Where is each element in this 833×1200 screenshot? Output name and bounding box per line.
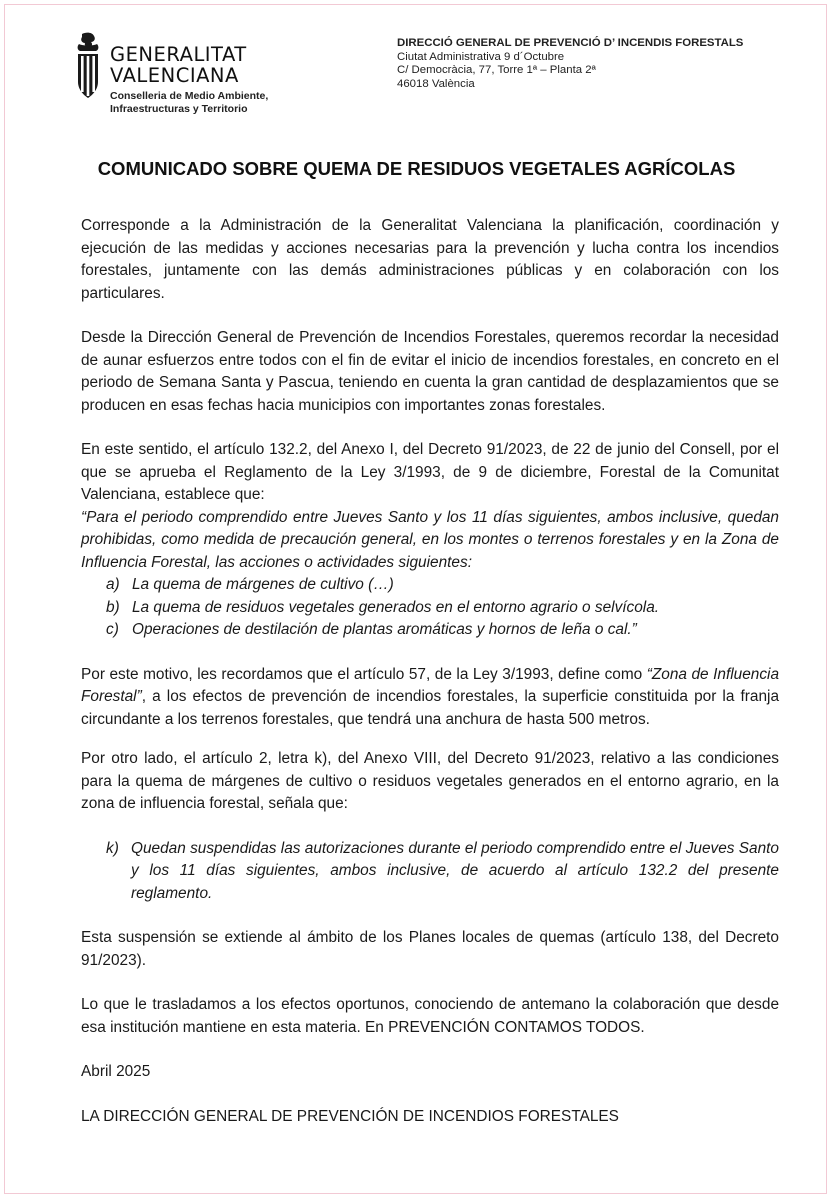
- item-k-marker: k): [106, 839, 119, 857]
- list-item: [81, 574, 779, 597]
- document-body: [81, 215, 779, 1128]
- list-marker: c): [106, 621, 119, 638]
- list-text: La quema de residuos vegetales generados en el entorno agrario o selvícola.: [132, 598, 660, 616]
- paragraph-1: Corresponde a la Administración de la Generalitat Valenciana la planificación, coordinación y ejecución de las medidas y acciones necesarias para la prevención y lucha contra los incendios forestales, juntamente con las demás administraciones públicas y en colaboración con los particulares.: [81, 217, 779, 302]
- quoted-article: “Para el periodo comprendido entre Jueves Santo y los 11 días siguientes, ambos inclusive, quedan prohibidas, como medida de precaución general, en los montes o terrenos forestales y en la Zona de Influencia Forestal, las acciones o actividades siguientes:: [81, 508, 779, 571]
- logo-dept-line1: Conselleria de Medio Ambiente,: [110, 90, 269, 102]
- paragraph-4-before: Por este motivo, les recordamos que el artículo 57, de la Ley 3/1993, define como: [81, 665, 647, 683]
- generalitat-logo: [72, 32, 272, 122]
- paragraph-2: Desde la Dirección General de Prevención de Incendios Forestales, queremos recordar la necesidad de aunar esfuerzos entre todos con el fin de evitar el inicio de incendios forestales, en concreto en el periodo de Semana Santa y Pascua, teniendo en cuenta la gran cantidad de desplazamientos que se producen en esas fechas hacia municipios con importantes zonas forestales.: [81, 329, 779, 414]
- paragraph-4-after: , a los efectos de prevención de incendios forestales, la superficie constituida por la franja circundante a los terrenos forestales, que tendrá una anchura de hasta 500 metros.: [81, 688, 779, 728]
- document-date: Abril 2025: [81, 1063, 151, 1080]
- list-item: [81, 619, 779, 642]
- logo-name-line2: VALENCIANA: [110, 64, 239, 87]
- list-item: [81, 597, 779, 620]
- address-line3: 46018 València: [397, 77, 475, 90]
- logo-department: [110, 90, 268, 115]
- address-line2: C/ Democràcia, 77, Torre 1ª – Planta 2ª: [397, 64, 596, 77]
- document-title: COMUNICADO SOBRE QUEMA DE RESIDUOS VEGETALES AGRÍCOLAS: [97, 158, 736, 179]
- paragraph-7: Lo que le trasladamos a los efectos oportunos, conociendo de antemano la colaboración que desde esa institución mantiene en esta materia. En PREVENCIÓN CONTAMOS TODOS.: [81, 996, 779, 1036]
- logo-name-line1: GENERALITAT: [110, 43, 247, 66]
- logo-wordmark: [110, 44, 247, 86]
- paragraph-6: Esta suspensión se extiende al ámbito de los Planes locales de quemas (artículo 138, del Decreto 91/2023).: [81, 929, 779, 969]
- coat-of-arms-icon: [72, 32, 104, 102]
- list-text: La quema de márgenes de cultivo (…): [132, 576, 394, 593]
- list-text: Operaciones de destilación de plantas aromáticas y hornos de leña o cal.”: [132, 621, 637, 638]
- paragraph-4-italic: “Zona de Influencia Forestal”: [81, 665, 779, 705]
- item-k-text: Quedan suspendidas las autorizaciones durante el periodo comprendido entre el Jueves Santo y los 11 días siguientes, ambos inclusive, de acuerdo al artículo 132.2 del presente reglamento.: [131, 839, 779, 902]
- letterhead-address: [397, 37, 743, 91]
- paragraph-3: En este sentido, el artículo 132.2, del Anexo I, del Decreto 91/2023, de 22 de junio del Consell, por el que se aprueba el Reglamento de la Ley 3/1993, de 9 de diciembre, Forestal de la Comunitat Valenciana, establece que:: [81, 441, 779, 503]
- paragraph-4: [81, 664, 779, 732]
- paragraph-5: Por otro lado, el artículo 2, letra k), del Anexo VIII, del Decreto 91/2023, relativo a las condiciones para la quema de márgenes de cultivo o residuos vegetales generados en el entorno agrario, en la zona de influencia forestal, señala que:: [81, 750, 779, 812]
- address-org: DIRECCIÓ GENERAL DE PREVENCIÓ D’ INCENDIS FORESTALS: [397, 37, 744, 49]
- list-marker: a): [106, 576, 120, 593]
- signature: LA DIRECCIÓN GENERAL DE PREVENCIÓN DE INCENDIOS FORESTALES: [81, 1107, 619, 1125]
- logo-dept-line2: Infraestructuras y Territorio: [110, 102, 248, 115]
- address-line1: Ciutat Administrativa 9 d´Octubre: [397, 50, 565, 63]
- article-item-k: [81, 838, 779, 906]
- list-marker: b): [106, 598, 120, 616]
- quoted-list: [81, 574, 779, 642]
